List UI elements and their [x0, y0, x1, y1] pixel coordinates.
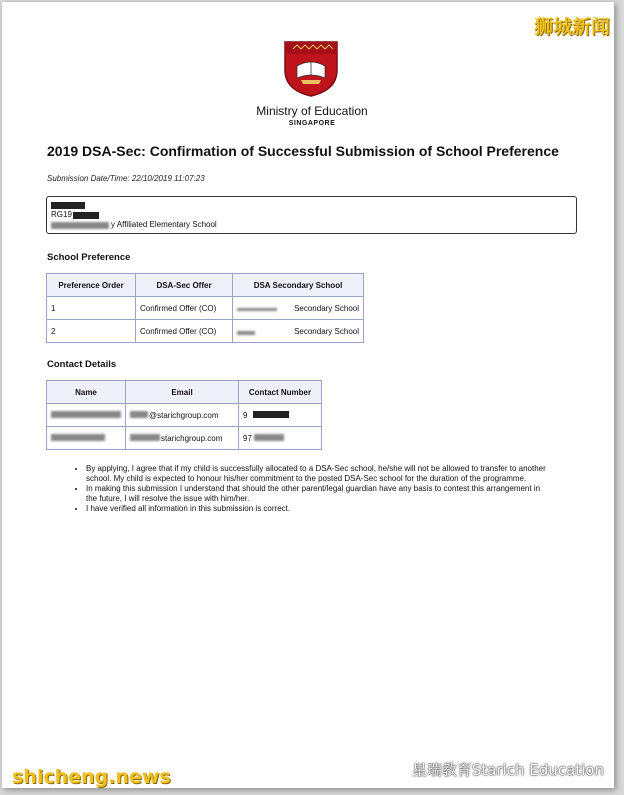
list-item: • By applying, I agree that if my child is successfully allocated to a DSA-Sec school, he/she will not be allowed to transfer to another school. My child is expected to honour his/her commitment to the posted DSA-Sec school for the duration of the programme.	[86, 464, 552, 484]
col-name: Name	[47, 381, 126, 404]
pref-school: Secondary School	[294, 326, 359, 336]
footer-watermark-left: shicheng.news	[12, 766, 171, 788]
pref-offer: Confirmed Offer (CO)	[136, 297, 233, 320]
submission-datetime: Submission Date/Time: 22/10/2019 11:07:23	[47, 174, 205, 183]
redacted-school-name	[237, 331, 255, 335]
student-school: y Affiliated Elementary School	[111, 220, 217, 229]
contact-phone: 9	[243, 410, 248, 420]
col-secondary-school: DSA Secondary School	[233, 274, 364, 297]
redacted-email-user	[130, 434, 160, 441]
pref-school: Secondary School	[294, 303, 359, 313]
pref-school-cell	[233, 320, 364, 343]
contact-details-heading: Contact Details	[47, 359, 117, 370]
watermark-top: 狮城新闻	[533, 16, 610, 38]
footer-watermark-right	[384, 759, 604, 780]
moe-crest-icon	[283, 40, 339, 98]
redacted-email-user	[130, 411, 148, 418]
list-item: • In making this submission I understand that should the other parent/legal guardian have any basis to contest this arrangement in the future, I will resolve the issue with him/her.	[86, 484, 552, 504]
table-row	[47, 320, 364, 343]
contact-details-table	[46, 380, 322, 450]
redacted-school	[51, 222, 109, 229]
contact-email-cell	[126, 427, 239, 450]
redacted-contact-name	[51, 434, 105, 441]
col-contact-number: Contact Number	[239, 381, 322, 404]
wechat-icon	[384, 761, 406, 779]
table-row	[47, 427, 322, 450]
pref-order: 2	[47, 320, 136, 343]
contact-email: starichgroup.com	[161, 433, 223, 443]
pref-offer: Confirmed Offer (CO)	[136, 320, 233, 343]
redacted-id	[73, 212, 99, 219]
contact-email: @starichgroup.com	[149, 410, 219, 420]
table-row	[47, 297, 364, 320]
school-preference-table	[46, 273, 364, 343]
list-item: • I have verified all information in this submission is correct.	[86, 504, 552, 514]
student-info-box	[46, 196, 577, 234]
col-preference-order: Preference Order	[47, 274, 136, 297]
col-dsa-offer: DSA-Sec Offer	[136, 274, 233, 297]
table-row	[47, 404, 322, 427]
contact-email-cell	[126, 404, 239, 427]
redacted-school-name	[237, 308, 277, 311]
contact-phone: 97	[243, 433, 252, 443]
contact-phone-cell	[239, 427, 322, 450]
contact-phone-cell	[239, 404, 322, 427]
table-header-row	[47, 381, 322, 404]
contact-name-cell	[47, 427, 126, 450]
student-id: RG19	[51, 210, 72, 219]
redacted-phone	[253, 411, 289, 418]
document-title: 2019 DSA-Sec: Confirmation of Successful Submission of School Preference	[47, 143, 559, 159]
pref-school-cell	[233, 297, 364, 320]
school-preference-heading: School Preference	[47, 252, 131, 263]
redacted-name	[51, 202, 85, 209]
redacted-contact-name	[51, 411, 121, 418]
table-header-row	[47, 274, 364, 297]
footer-brand: 星瑞教育Starich Education	[411, 761, 604, 779]
redacted-phone	[254, 434, 284, 441]
contact-name-cell	[47, 404, 126, 427]
declaration-list	[76, 464, 552, 514]
col-email: Email	[126, 381, 239, 404]
ministry-name: Ministry of Education	[256, 104, 368, 118]
pref-order: 1	[47, 297, 136, 320]
ministry-country: SINGAPORE	[288, 120, 336, 127]
